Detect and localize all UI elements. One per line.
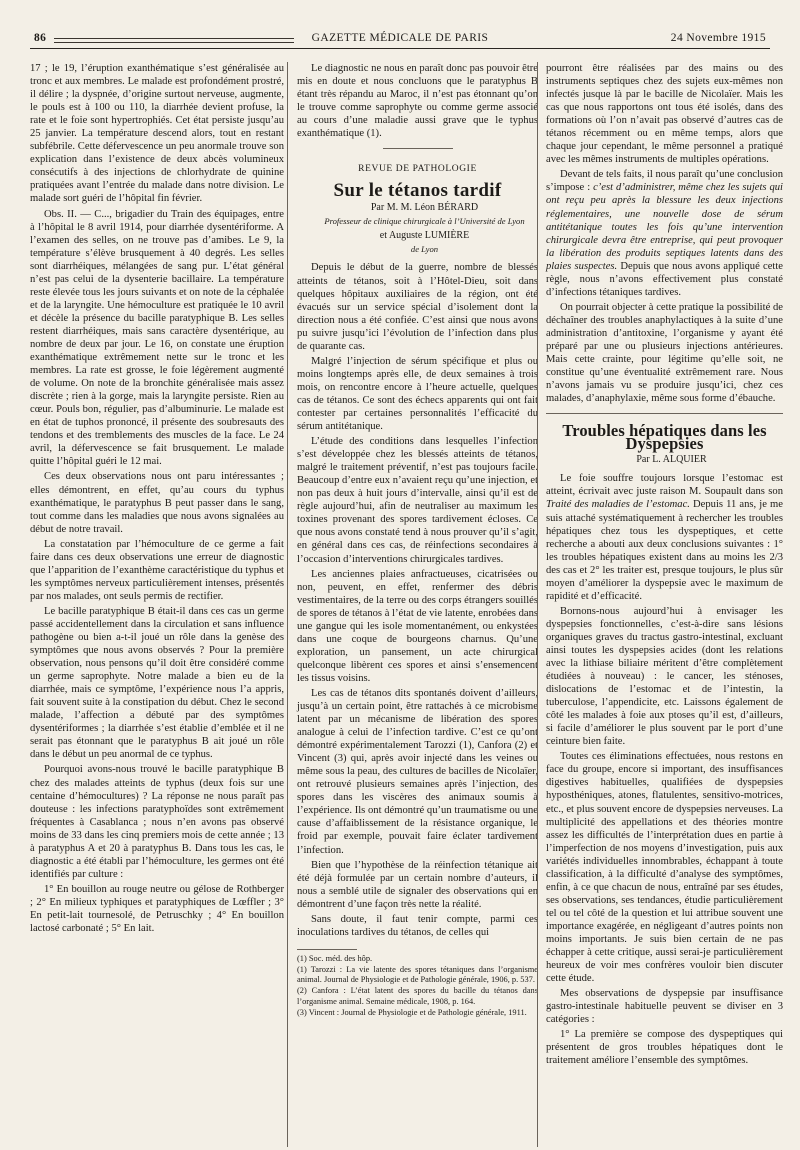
paragraph: La constatation par l’hémoculture de ce germe a fait faire dans ces deux observations une erreur de diagnostic que l’apparition de l’exanthème caractéristique du typhus et les symptômes nerveux particulièrement intenses, présentés par nos malades, ont seuls permis de rectifier.	[30, 538, 284, 602]
article-title: Sur le tétanos tardif	[333, 180, 502, 202]
paragraph: Les anciennes plaies anfractueuses, cicatrisées ou non, peuvent, en effet, renfermer des débris vestimentaires, de la terre ou des corps étrangers souillés de spores de tétanos à l’état de vie latente, enrobées dans une gangue qui les isole momentanément, ou enkystées dans une coque de bourgeons charnus. Qu’une exploration, un pansement, un acte chirurgical quelconque libèrent ces spores et ainsi s’ensemencent les tissus voisins.	[297, 568, 538, 684]
paragraph: Ces deux observations nous ont paru intéressantes ; elles démontrent, en effet, qu’au cours du typhus exanthématique, le paratyphus B peut passer dans le sang, tout comme dans les maladies que nous avons signalées au début de notre travail.	[30, 471, 284, 535]
footnote: (1) Tarozzi : La vie latente des spores tétaniques dans l’organisme animal. Journal de Physiologie et de Pathologie générale, 1906, p. 537.	[297, 965, 538, 985]
paragraph: Obs. II. — C..., brigadier du Train des équipages, entre à l’hôpital le 8 avril 1914, pour diarrhée dysentériforme. A l’examen des selles, on ne trouve pas d’amibes. Le 9, la température s’élève brusquement à 40 degrés. Les selles sont diarrhéiques, mélangées de sang pur. L’état général n’est pas celui de la dysenterie bacillaire. La température reste élevée tous les jours suivants et on note de la céphalée et de la laryngite. Une hémoculture est pratiquée le 10 avril et décèle la présence du bacille paratyphique B. Les selles restent diarrhéiques, mais sans caractère dysentérique, au nombre de deux par jour. Le 16, on constate une éruption exanthématique extrêmement nette sur le tronc et les membres. La rate est grosse, le foie légèrement augmenté de volume. On note de la bronchite généralisée mais assez discrète ; rien à la gorge, mais la laryngite persiste. Rien au cœur. Pouls bon, régulier, pas d’albuminurie. Le malade est en état de tuphos prononcé, il présente des soubresauts des tendons et des tremblements des muscles de la face. Le 24 avril, la défervescence se fait brusquement. Le malade quitte l’hôpital guéri le 12 mai.	[30, 208, 284, 468]
paragraph: Mes observations de dyspepsie par insuffisance gastro-intestinale habituelle peuvent se diviser en 3 catégories :	[546, 988, 783, 1026]
column-middle	[287, 62, 538, 1147]
journal-title: GAZETTE MÉDICALE DE PARIS	[311, 32, 489, 44]
column-left	[30, 62, 284, 1142]
emphasis-text: Traité des maladies de l’estomac.	[546, 499, 690, 511]
paragraph: On pourrait objecter à cette pratique la possibilité de déchaîner des troubles anaphylactiques à la suite d’une administration d’antitoxine, l’organisme y ayant été préparé par une ou plusieurs injections antérieures. Mais cette crainte, pour légitime qu’elle soit, ne constitue qu’une éventualité extrêmement rare. Nous n’avons jamais vu se produire jusqu’ici, chez ces malades, d’anaphylaxie, même sous forme d’ébauche.	[546, 301, 783, 405]
page-number: 86	[34, 32, 47, 44]
paragraph: Les cas de tétanos dits spontanés doivent d’ailleurs, jusqu’à un certain point, être rattachés à ce microbisme latent par un mécanisme de libération des spores analogue à celui de l’infection tardive. C’est ce qu’ont démontré expérimentalement Tarozzi (1), Canfora (2) et Vincent (3) qui, après avoir injecté dans les veines ou même sous la peau, des cultures de bacilles de Nicolaïer, ont retrouvé plusieurs semaines après l’injection, des spores dans les viscères des animaux soumis à l’expérience. Ils ont démontré qu’un traumatisme ou une cause d’affaiblissement de la résistance organique, le froid par exemple, pouvait faire éclater tardivement l’infection.	[297, 687, 538, 856]
paragraph	[546, 168, 783, 298]
paragraph: Bornons-nous aujourd’hui à envisager les dyspepsies fonctionnelles, c’est-à-dire sans lésions organiques graves du tractus gastro-intestinal, excluant ainsi toutes les dyspepsies acides (dont les relations avec la lithiase biliaire méritent d’être complètement étudiées à nouveau) : le cancer, les sténoses, dislocations de l’estomac et de l’intestin, la tuberculose, l’appendicite, etc. Laissons également de côté les malades à foie aux ptoses qu’il est, d’ailleurs, si facile d’améliorer le plus souvent par le port d’une ceinture bien faite.	[546, 605, 783, 748]
paragraph: Malgré l’injection de sérum spécifique et plus ou moins longtemps après elle, de deux semaines à trois mois, on rencontre encore à l’heure actuelle, quelques cas de tétanos. Ce sont des échecs apparents qui ont fait contester par certaines personnalités l’efficacité du sérum antitétanique.	[297, 355, 538, 433]
text-run: Depuis 11 ans, je me suis attaché systématiquement à rechercher les troubles hépatiques chez tous les dyspeptiques, et cette recherche a abouti aux deux conclusions suivantes : 1° les troubles hépatiques existent dans au moins les 2/3 des cas et 2° les traiter est, presque toujours, le plus sûr moyen d’améliorer la dyspepsie avec le maximum de rapidité et d’efficacité.	[546, 499, 783, 602]
article-title: Troubles hépatiques dans les Dyspepsies	[562, 421, 767, 454]
footnote: (1) Soc. méd. des hôp.	[297, 953, 373, 963]
paragraph: Bien que l’hypothèse de la réinfection tétanique ait été déjà formulée par un certain nombre d’auteurs, il nous a semblé utile de signaler des observations qui en démontrent d’une façon très nette la réalité.	[297, 859, 538, 910]
paragraph: 1° La première se compose des dyspeptiques qui présentent de gros troubles hépatiques dont le traitement améliore l’ensemble des symptômes.	[546, 1029, 783, 1067]
footnote: (3) Vincent : Journal de Physiologie et de Pathologie générale, 1911.	[297, 1007, 527, 1017]
paragraph: 1° En bouillon au rouge neutre ou gélose de Rothberger ; 2° En milieux typhiques et paratyphiques de Lœffler ; 3° En petit-lait tournesolé, de Petruschky ; 4° En bouillon lactosé carbonaté ; 5° En lait.	[30, 883, 284, 935]
text-run: Le foie souffre toujours lorsque l’estomac est atteint, écrivait avec juste raison M. Soupault dans son	[546, 473, 783, 498]
emphasis-text: c’est d’administrer, même chez les sujets qui ont reçu peu après la blessure les deux injections réglementaires, une nouvelle dose de sérum antitétanique toutes les fois qu’une intervention chirurgicale devra être entreprise, qui peut provoquer la libération des produits septiques latents dans des plaies suspectes.	[546, 182, 783, 272]
paragraph: Le diagnostic ne nous en paraît donc pas pouvoir être mis en doute et nous concluons que le paratyphus B étant très répandu au Maroc, il n’est pas étonnant qu’on le trouve comme saprophyte ou comme germe associé au cours d’une maladie aussi grave que le typhus exanthématique (1).	[297, 63, 538, 140]
section-heading: REVUE DE PATHOLOGIE	[358, 164, 477, 175]
footnotes	[297, 949, 538, 1018]
article-byline: et Auguste LUMIÈRE	[379, 230, 470, 242]
paragraph: Pourquoi avons-nous trouvé le bacille paratyphique B chez des malades atteints de typhus (deux fois sur une centaine d’hémocultures) ? La réponse ne nous paraît pas douteuse : les infections paratyphoïdes sont extrêmement fréquentes à Casablanca ; nous n’en avons pas observé moins de 33 dans les cinq premiers mois de cette année ; 13 à paratyphus A et 20 à paratyphus B. Dans tous les cas, le diagnostic a été établi par l’hémoculture, les germes ont été identifiés par culture :	[30, 764, 284, 880]
paragraph: Sans doute, il faut tenir compte, parmi ces inoculations tardives du tétanos, de celles qui	[297, 913, 538, 938]
paragraph: Le bacille paratyphique B était-il dans ces cas un germe passé accidentellement dans la circulation et sans influence pathogène ou bien a-t-il joué un rôle dans la genèse des symptômes que nous avons observés ? Pour la première observation, nous pensons qu’il doit être considéré comme un germe saprophyte. Notre malade a bien eu de la diarrhée, mais ce symptôme, l’expérience nous l’a appris, fait souvent suite à la constipation du début. Chez le second malade, l’affection a débuté par des symptômes dysentériformes ; la diarrhée s’est établie d’emblée et il ne serait pas étonnant que le paratyphus B ait joué un rôle dans le début un peu anormal de ce typhus.	[30, 605, 284, 761]
divider	[546, 413, 783, 414]
paragraph: pourront être réalisées par des mains ou des instruments septiques chez des sujets eux-mêmes non infectés jusque là par le bacille de Nicolaïer. Mais les cas que nous rapportons ont tous été isolés, dans des formations où l’on n’avait pas observé d’autres cas de tétanos récemment ou en même temps, alors que chaque jour cependant, le même personnel a pratiqué avec les mêmes instruments de multiples opérations.	[546, 63, 783, 166]
footnote-rule	[297, 949, 357, 950]
footnote: (2) Canfora : L’état latent des spores du bacille du tétanos dans l’organisme animal. Semaine médicale, 1908, p. 164.	[297, 986, 538, 1006]
paragraph: Depuis le début de la guerre, nombre de blessés atteints de tétanos, soit à l’Hôtel-Dieu, soit dans quelques hôpitaux auxiliaires de la région, ont été évacués sur un service spécial d’isolement dont la direction nous a été confiée. C’est ainsi que nous avons pu suivre jusqu’ici l’évolution de l’infection dans plus de quarante cas.	[297, 262, 538, 352]
author-affiliation: Professeur de clinique chirurgicale à l’Université de Lyon	[324, 216, 525, 227]
article-byline: Par M. M. Léon BÉRARD	[370, 202, 479, 214]
column-right	[537, 62, 783, 1147]
divider	[383, 148, 453, 149]
paragraph: L’étude des conditions dans lesquelles l’infection s’est développée chez les blessés atteints de tétanos, malgré le traitement préventif, n’est pas toujours facile. Beaucoup d’entre eux n’avaient reçu qu’une injection, et non pas deux à huit jours d’intervalle, ainsi qu’il est de règle aujourd’hui, afin de neutraliser au maximum les toxines provenant des spores tardivement écloses. Ce que nous avons constaté tend à nous prouver qu’il s’agit, en général dans ces cas, de réinfections secondaires à l’occasion d’interventions chirurgicales tardives.	[297, 436, 538, 565]
text-run: Devant de tels faits, il nous paraît qu’une conclusion s’impose :	[546, 169, 783, 194]
paragraph: 17 ; le 19, l’éruption exanthématique s’est généralisée au tronc et aux membres. Le malade est profondément prostré, il délire ; la dyspnée, d’origine surtout nerveuse, augmente, le pouls est à 100 ou 110, la diarrhée devient profuse, la rate et le foie sont hypertrophiés. Cet état persiste jusqu’au 25 janvier. La température descend alors, tout en restant subfébrile. Cette défervescence un peu anormale trouve son explication dans l’existence de deux abcès volumineux consécutifs à des injections de chlorhydrate de quinine pratiquées avant l’entrée du malade dans notre division. Le malade sort guéri de l’hôpital fin février.	[30, 63, 284, 205]
text-run: Depuis que nous avons appliqué cette règle, nous n’avons effectivement plus constaté d’infections tétaniques tardives.	[546, 260, 783, 298]
page-header	[30, 30, 770, 49]
paragraph	[546, 472, 783, 602]
author-affiliation: de Lyon	[410, 244, 439, 255]
article-byline: Par L. ALQUIER	[636, 454, 707, 466]
paragraph: Toutes ces éliminations effectuées, nous restons en face du groupe, encore si important, des insuffisances digestives habituelles, qualifiées de dyspepsies hyposthéniques, atones, flatulentes, sensitivo-motrices, etc., et plus souvent encore de dyspepsies nerveuses. La multiplicité des appellations et des théories montre assez les difficultés de l’interprétation dues en partie à l’imperfection de nos moyens d’investigation, puis aux variétés individuelles innombrables, échappant à toute classification, à la difficulté d’analyse des symptômes, enfin, à ce que chacun de nous, entraîné par ses études, ses observations, ses tendances, étudie particulièrement tel ou tel côté de la question et lui attribue souvent une importance exagérée, en négligeant d’autres points non moins importants. Je suis bien certain de ne pas échapper à cette critique, aussi serai-je particulièrement heureux de voir mes confrères vouloir bien discuter cette étude.	[546, 751, 783, 985]
issue-date: 24 Novembre 1915	[670, 32, 766, 44]
